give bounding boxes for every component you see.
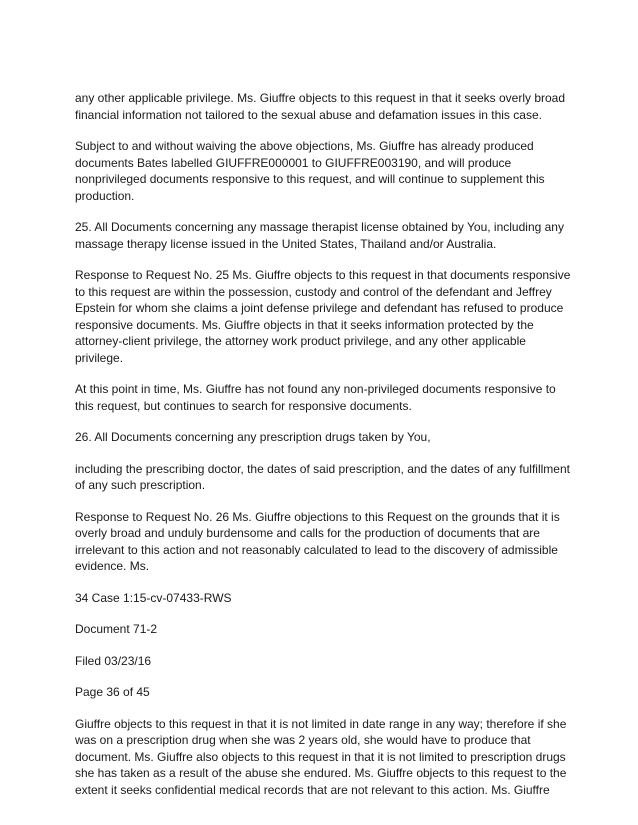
- response-26: Response to Request No. 26 Ms. Giuffre objections to this Request on the grounds that it is overly broad and unduly burdensome and calls for the production of documents that are irrelevant to this action and not reasonably calculated to lead to the discovery of admissible evidence. Ms.: [75, 509, 560, 573]
- request-25: 25. All Documents concerning any massage therapist license obtained by You, including any massage therapy license issued in the United States, Thailand and/or Australia.: [75, 220, 564, 251]
- paragraph-date-range-objection: Giuffre objects to this request in that it is not limited in date range in any way; therefore if she was on a prescription drug when she was 2 years old, she would have to produce that document. Ms. Giuffre also objects to this request in that it is not limited to prescription drugs she has taken as a result of the abuse she endured. Ms. Giuffre objects to this request to the extent it seeks confidential medical records that are not relevant to this action. Ms. Giuffre: [75, 716, 567, 797]
- request-26: 26. All Documents concerning any prescription drugs taken by You,: [75, 430, 431, 444]
- filed-date: Filed 03/23/16: [75, 653, 152, 668]
- response-25: Response to Request No. 25 Ms. Giuffre objects to this request in that documents responsive to this request are within the possession, custody and control of the defendant and Jeffrey Epstein for whom she claims a joint defense privilege and defendant has refused to produce responsive documents. Ms. Giuffre objects in that it seeks information protected by the attorney-client privilege, the attorney work product privilege, and any other applicable privilege.: [75, 268, 571, 365]
- page-number: Page 36 of 45: [75, 685, 150, 699]
- paragraph-financial-objection: any other applicable privilege. Ms. Giuffre objects to this request in that it seeks overly broad financial information not tailored to the sexual abuse and defamation issues in this case.: [75, 91, 566, 122]
- request-26-continued: including the prescribing doctor, the dates of said prescription, and the dates of any fulfillment of any such prescription.: [75, 461, 570, 492]
- case-number: 34 Case 1:15-cv-07433-RWS: [75, 590, 232, 605]
- paragraph-search-status: At this point in time, Ms. Giuffre has not found any non-privileged documents responsive to this request, but continues to search for responsive documents.: [75, 382, 556, 413]
- document-page: [75, 90, 575, 813]
- paragraph-bates-production: Subject to and without waiving the above objections, Ms. Giuffre has already produced documents Bates labelled GIUFFRE000001 to GIUFFRE003190, and will produce nonprivileged documents responsive to this request, and will continue to supplement this production.: [75, 139, 545, 203]
- document-number: Document 71-2: [75, 622, 158, 636]
